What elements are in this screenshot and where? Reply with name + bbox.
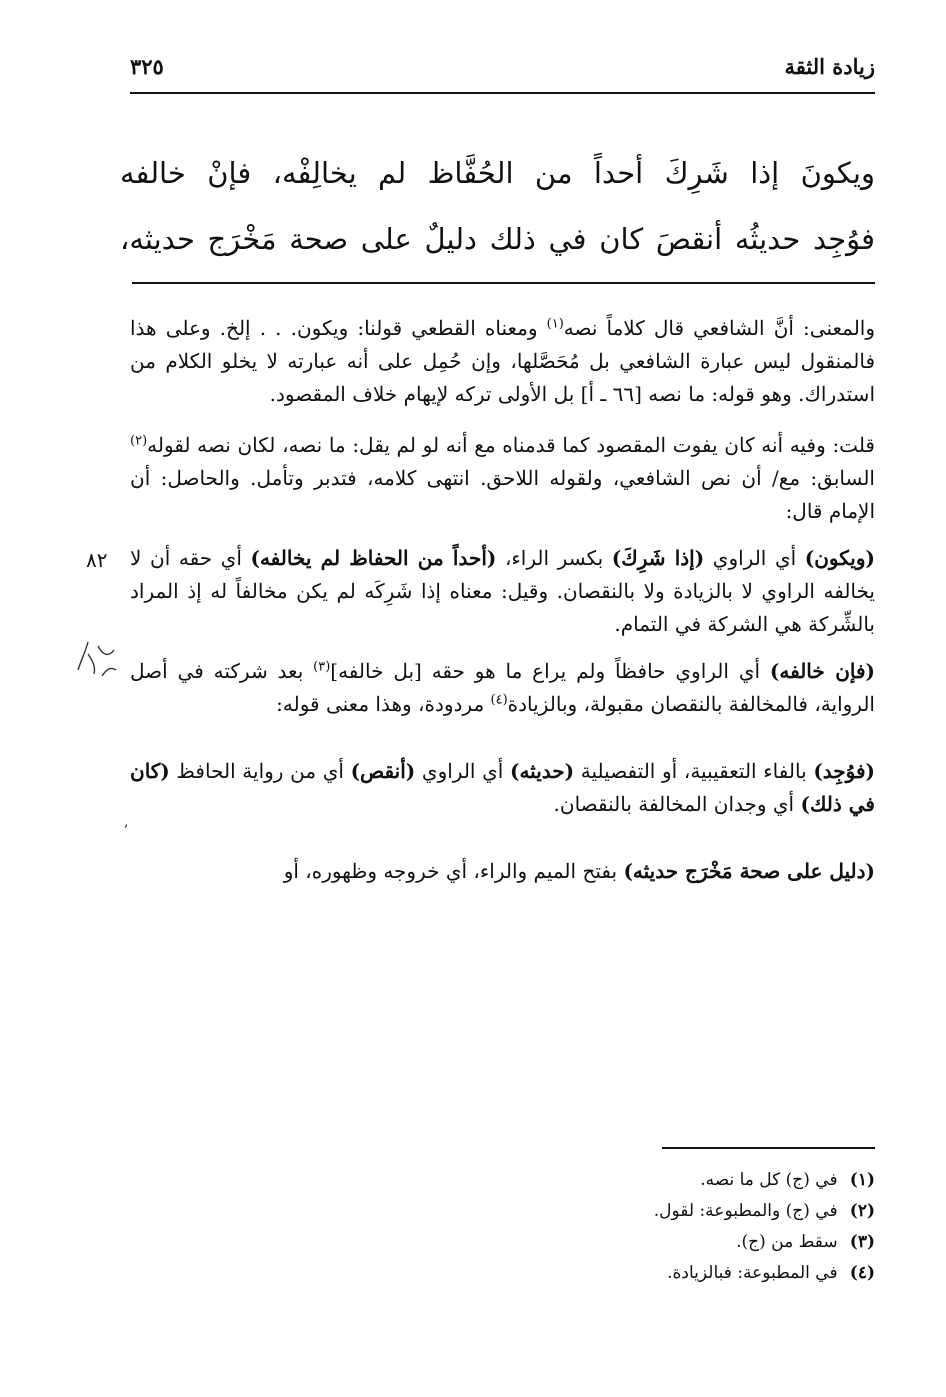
footnote-separator [662,1147,875,1149]
main-text-line: ويكونَ إذا شَرِكَ أحداً من الحُفَّاظ لم يخالِفْه، فإنْ خالفه [120,156,875,190]
quoted-main-text: (فوُجِد) [813,759,875,783]
footnote-marker: (٣) [313,659,331,675]
commentary-paragraph [130,655,875,721]
quoted-main-text: (حديثه) [510,759,575,783]
commentary-text: والمعنى: أنَّ الشافعي قال كلاماً نصه [563,316,876,340]
quoted-main-text: (إذا شَرِكَ) [611,546,705,570]
footnote [500,1258,875,1289]
footnote-marker: (٤) [490,692,508,708]
footnote-marker: (١) [546,316,564,332]
quoted-main-text: (فإن خالفه) [769,659,876,683]
commentary-text: بالفاء التعقيبية، أو التفصيلية [574,759,814,783]
quoted-main-text: (ويكون) [804,546,875,570]
commentary-block [130,312,875,888]
footnote [500,1165,875,1196]
commentary-text: أي الراوي حافظاً ولم يراع ما هو حقه [بل خالفه] [330,659,770,683]
handwritten-margin-mark [72,636,122,686]
commentary-text: قلت: وفيه أنه كان يفوت المقصود كما قدمناه مع أنه لو لم يقل: ما نصه، لكان نصه لقوله [147,433,875,457]
commentary-text: أي الراوي [704,546,805,570]
manuscript-folio-marker: ٨٢ [86,548,108,572]
footnote-text: في المطبوعة: فبالزيادة. [667,1263,838,1283]
footnote-number: (١) [849,1170,875,1190]
main-text-block [120,140,875,272]
main-text-line: فوُجِد حديثُه أنقصَ كان في ذلك دليلٌ على صحة مَخْرَج حديثه، [120,222,875,256]
commentary-paragraph [130,855,875,888]
footnote-number: (٤) [849,1263,875,1283]
commentary-text: أي من رواية الحافظ [169,759,351,783]
commentary-paragraph [130,755,875,821]
running-title: زيادة الثقة [784,54,875,79]
footnote-text: سقط من (ج). [736,1232,838,1252]
commentary-paragraph [130,429,875,528]
footnote [500,1227,875,1258]
footnote [500,1196,875,1227]
footnote-text: في (ج) والمطبوعة: لقول. [653,1201,838,1221]
footnote-text: في (ج) كل ما نصه. [700,1170,838,1190]
commentary-text: بعد شركته في أصل الرواية، فالمخالفة بالنقصان مقبولة، وبالزيادة [130,659,875,716]
commentary-text: السابق: مع/ أن نص الشافعي، ولقوله اللاحق. انتهى كلامه، فتدبر وتأمل. والحاصل: أن الإمام قال: [130,466,875,523]
page-header [130,52,875,94]
quoted-main-text: (أحداً من الحفاظ لم يخالفه) [250,546,497,570]
footnote-marker: (٢) [130,433,148,449]
footnote-number: (٢) [849,1201,875,1221]
commentary-text: أي وجدان المخالفة بالنقصان. [553,792,801,816]
commentary-text: أي الراوي [415,759,510,783]
commentary-text: أي حقه أن لا يخالفه الراوي لا بالزيادة ولا بالنقصان. وقيل: معناه إذا شَرِكَه لم يكن مخالفاً له إذ المراد بالشِّركة هي الشركة في التمام. [130,546,875,636]
quoted-main-text: (أنقص) [350,759,416,783]
quoted-main-text: (دليل على صحة مَخْرَج حديثه) [623,859,875,883]
commentary-paragraph [130,312,875,411]
commentary-text: ومعناه القطعي قولنا: ويكون. . . إلخ. وعلى هذا فالمنقول ليس عبارة الشافعي بل مُحَصَّلها، وإن حُمِل على أنه عبارته لا يخلو الكلام من استدراك. وهو قوله: ما نصه [٦٦ ـ أ] بل الأولى تركه لإيهام خلاف المقصود. [130,316,875,406]
margin-dot: , [124,814,129,830]
commentary-text: مردودة، وهذا معنى قوله: [276,692,491,716]
page-number: ٣٢٥ [130,54,164,79]
commentary-text: بكسر الراء، [496,546,612,570]
commentary-paragraph [130,542,875,641]
separator-rule [132,282,875,284]
quoted-main-text: (كان في ذلك) [130,759,875,816]
commentary-text: بفتح الميم والراء، أي خروجه وظهوره، أو [283,859,624,883]
footnote-number: (٣) [849,1232,875,1252]
footnotes-block [500,1165,875,1289]
